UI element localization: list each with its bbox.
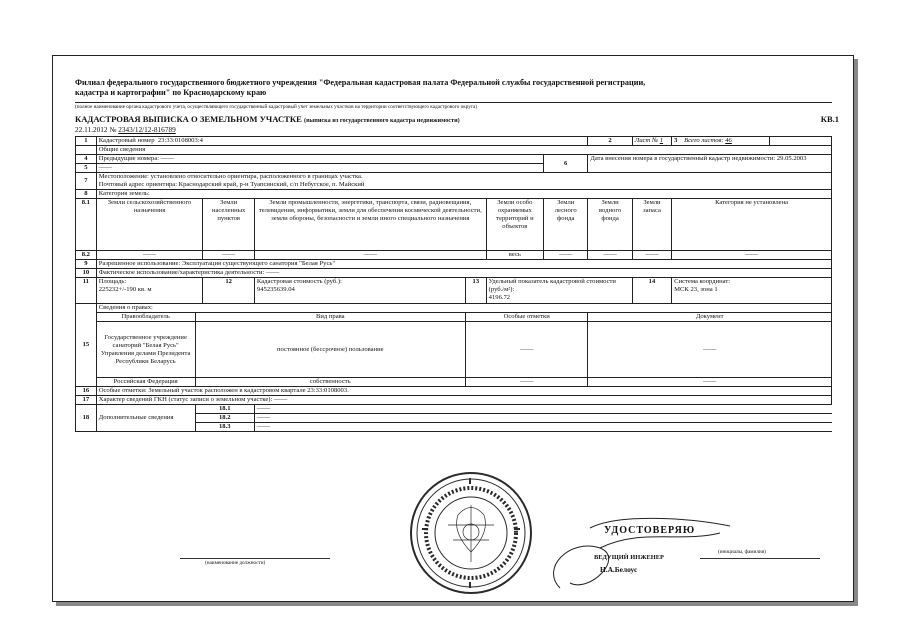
row-num: 11	[76, 278, 97, 304]
permitted-use: Разрешенное использование: Эксплуатация существующего санатория "Белая Русь"	[96, 260, 831, 269]
rights-title-row	[76, 304, 832, 313]
row-16	[76, 387, 832, 396]
right-notes: ——	[466, 378, 588, 387]
additional-info-value: ——	[254, 414, 831, 423]
row-num: 2	[588, 137, 632, 146]
category-industry: Земли промышленности, энергетики, транспорта, связи, радиовещания, телевидения, информатики, земли для обеспечения космической деятельности, земли обороны, безопасности и земли иного специального назначения	[254, 199, 486, 251]
row-18-1	[76, 405, 832, 414]
rights-row	[76, 378, 832, 387]
doc-date-number	[75, 125, 176, 134]
row-num: 7	[76, 173, 97, 190]
doc-title-note: (выписка из государственного кадастра недвижимости)	[304, 117, 460, 124]
category-value: ——	[632, 251, 671, 260]
rights-header-document: Документ	[588, 313, 832, 322]
total-sheets-label: Всего листов:	[684, 137, 724, 144]
row-num: 8.2	[76, 251, 97, 260]
org-caption: (полное наименование органа кадастрового учета, осуществляющего государственный кадастровый учет земельных участков на территории соответствующего кадастрового округа)	[75, 104, 478, 110]
row-num: 15	[76, 304, 97, 387]
previous-numbers: Предыдущие номера: ——	[96, 155, 543, 164]
coordinate-system: МСК 23, зона 1	[674, 286, 718, 293]
area-cell	[96, 278, 203, 304]
row-1	[76, 137, 832, 146]
cadastral-value-cell	[254, 278, 465, 304]
row-num: 17	[76, 396, 97, 405]
coordinate-system-cell	[672, 278, 832, 304]
special-notes: Особые отметки: Земельный участок расположен в кадастровом квартале 23:33:0108003.	[96, 387, 831, 396]
official-seal	[408, 470, 534, 596]
position-caption: (наименование должности)	[205, 560, 266, 566]
row-17	[76, 396, 832, 405]
sub-row-num: 18.2	[195, 414, 254, 423]
row-num: 14	[632, 278, 671, 304]
category-protected: Земли особо охраняемых территорий и объектов	[486, 199, 543, 251]
area-label: Площадь:	[98, 278, 127, 285]
doc-number-prefix: №	[109, 125, 117, 134]
sub-row-num: 18.1	[195, 405, 254, 414]
row-num: 9	[76, 260, 97, 269]
row-num: 16	[76, 387, 97, 396]
category-value: ——	[672, 251, 832, 260]
additional-info-label: Дополнительные сведения	[96, 405, 195, 432]
org-underline	[75, 102, 832, 103]
blank-cell	[769, 137, 831, 146]
sub-row-num: 18.3	[195, 423, 254, 432]
row-num: 4	[76, 155, 97, 164]
signature	[530, 508, 750, 600]
sheet-number: 1	[659, 137, 664, 144]
org-line-2: кадастра и картографии" по Краснодарскому краю	[75, 88, 267, 97]
category-value: ——	[203, 251, 255, 260]
row-num: 13	[466, 278, 487, 304]
location-text: Местоположение: установлено относительно ориентира, расположенного в границах участка.	[98, 173, 363, 180]
additional-info-value: ——	[254, 423, 831, 432]
row-num: 10	[76, 269, 97, 278]
row-8-2	[76, 251, 832, 260]
category-settlements: Земли населенных пунктов	[203, 199, 255, 251]
row-num: 5	[76, 164, 97, 173]
specific-value: 4196.72	[488, 294, 511, 301]
total-sheets-cell	[672, 137, 770, 146]
total-sheets: 46	[725, 137, 732, 144]
signer-position: ВЕДУЩИЙ ИНЖЕНЕР	[594, 554, 664, 561]
row-4	[76, 155, 832, 164]
category-agricultural: Земли сельскохозяйственного назначения	[96, 199, 203, 251]
row-9	[76, 260, 832, 269]
actual-use: Фактическое использование/характеристика деятельности: ——	[96, 269, 831, 278]
cadastral-number-label: Кадастровый номер	[98, 137, 155, 144]
row-num: 12	[203, 278, 255, 304]
general-section	[76, 146, 832, 155]
rights-header-notes: Особые отметки	[466, 313, 588, 322]
doc-number: 2343/12/12-816789	[118, 125, 176, 134]
category-value: ——	[96, 251, 203, 260]
right-notes: ——	[466, 322, 588, 378]
category-value: ——	[544, 251, 588, 260]
doc-date: 22.11.2012	[75, 125, 108, 134]
registration-date: Дата внесения номера в государственный кадастр недвижимости: 29.05.2003	[588, 155, 832, 173]
sheet-label: Лист №	[634, 137, 659, 144]
cadastral-value: 945235639.04	[256, 286, 295, 293]
cadastral-value-label: Кадастровая стоимость (руб.):	[256, 278, 342, 285]
org-name	[75, 78, 645, 98]
right-holder: Российская Федерация	[96, 378, 195, 387]
cadastral-number: 23:33:0108003:4	[157, 137, 203, 144]
category-unset: Категория не установлена	[672, 199, 832, 251]
right-type: постоянное (бессрочное) пользование	[195, 322, 465, 378]
rights-title: Сведения о правах:	[96, 304, 831, 313]
specific-value-cell	[486, 278, 632, 304]
row-8-1	[76, 199, 832, 251]
initials-caption: (инициалы, фамилия)	[718, 549, 766, 555]
row-7	[76, 173, 832, 190]
row-5-value: ——	[96, 164, 543, 173]
right-document: ——	[588, 378, 832, 387]
rights-header-holder: Правообладатель	[96, 313, 195, 322]
right-holder: Государственное учреждение санаторий "Белая Русь" Управления делами Президента Республики Беларусь	[96, 322, 195, 378]
area-value: 225232+/-190 кв. м	[98, 286, 152, 293]
cadastral-table	[75, 136, 832, 432]
certify-stamp-text: УДОСТОВЕРЯЮ	[604, 525, 696, 536]
general-info-heading: Общие сведения	[96, 146, 831, 155]
postal-address: Почтовый адрес ориентира: Краснодарский край, р-н Туапсинский, с/п Небугское, п. Майский	[98, 181, 365, 188]
right-type: собственность	[195, 378, 465, 387]
row-num: 1	[76, 137, 97, 146]
doc-title	[75, 114, 460, 124]
doc-title-text: КАДАСТРОВАЯ ВЫПИСКА О ЗЕМЕЛЬНОМ УЧАСТКЕ	[75, 114, 302, 124]
row-11-14	[76, 278, 832, 304]
row-10	[76, 269, 832, 278]
record-status: Характер сведений ГКН (статус записи о земельном участке): ——	[96, 396, 831, 405]
sheet-number-cell	[632, 137, 671, 146]
row-num: 3	[674, 137, 678, 144]
right-document: ——	[588, 322, 832, 378]
form-code: КВ.1	[820, 114, 839, 124]
rights-header-row	[76, 313, 832, 322]
row-num: 6	[544, 155, 588, 173]
category-reserve: Земли запаса	[632, 199, 671, 251]
category-forest: Земли лесного фонда	[544, 199, 588, 251]
org-line-1: Филиал федерального государственного бюджетного учреждения "Федеральная кадастровая палата Федеральной службы государственной регистрации,	[75, 78, 646, 87]
rights-header-type: Вид права	[195, 313, 465, 322]
location-cell	[96, 173, 831, 190]
row-num: 8	[76, 190, 97, 199]
additional-info-value: ——	[254, 405, 831, 414]
rights-row	[76, 322, 832, 378]
row-8	[76, 190, 832, 199]
category-value: ——	[254, 251, 486, 260]
category-water: Земли водного фонда	[588, 199, 632, 251]
signer-name: Н.А.Белоус	[600, 565, 638, 574]
category-value-selected: весь	[486, 251, 543, 260]
specific-value-label: Удельный показатель кадастровой стоимости (руб./м²):	[488, 278, 616, 293]
coordinate-system-label: Система координат:	[674, 278, 731, 285]
row-num: 18	[76, 405, 97, 432]
row-num: 8.1	[76, 199, 97, 251]
position-line	[180, 558, 330, 559]
land-category-label: Категория земель:	[96, 190, 831, 199]
cadastral-number-cell	[96, 137, 588, 146]
category-value: ——	[588, 251, 632, 260]
